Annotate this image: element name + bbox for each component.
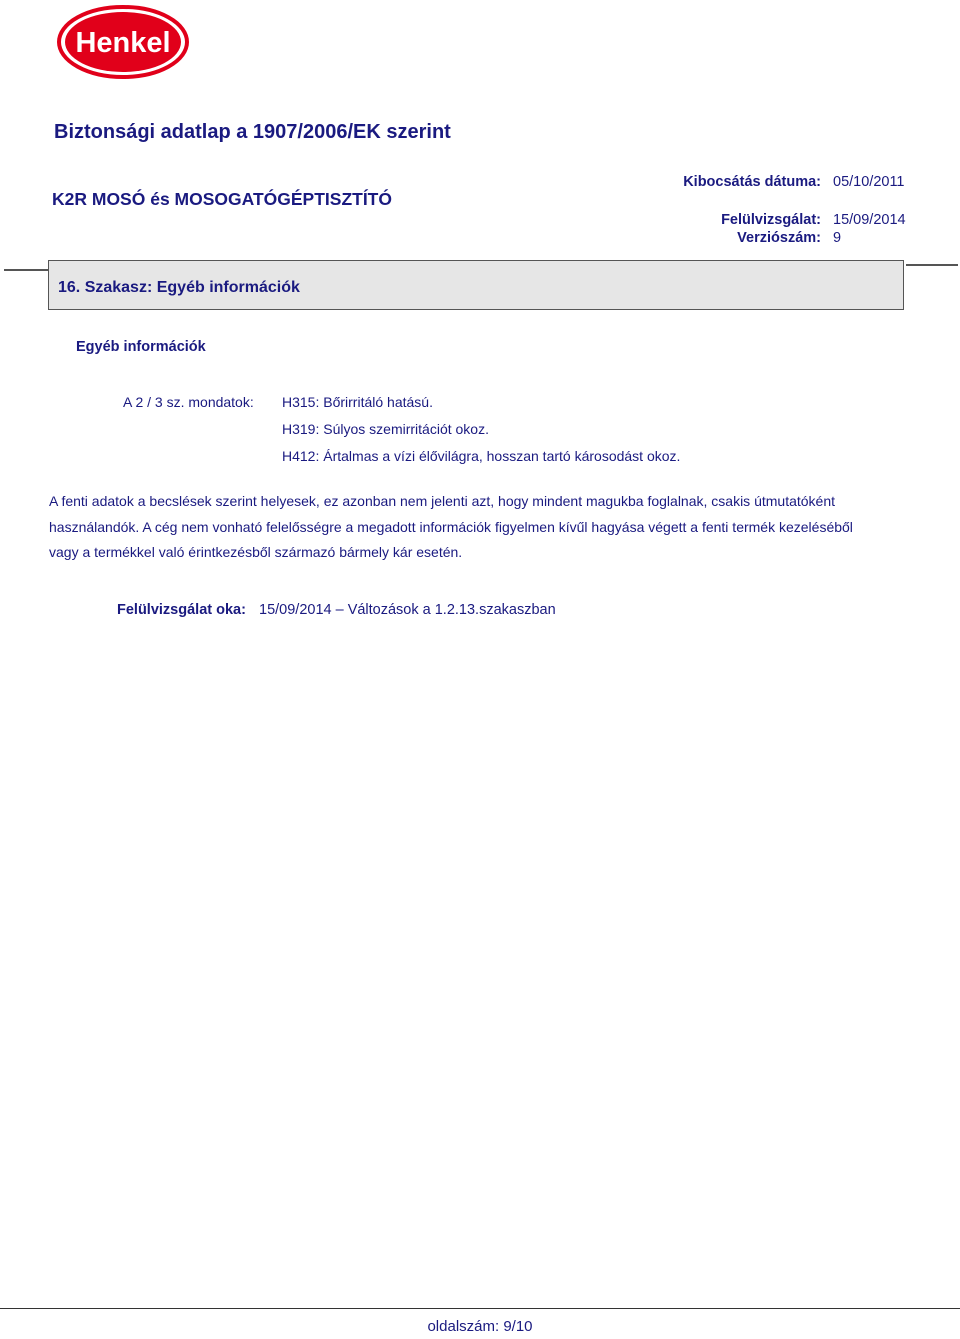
revision-label: Felülvizsgálat:: [721, 212, 821, 228]
version-value: 9: [833, 230, 842, 246]
footer-rule: [0, 1308, 960, 1309]
h-phrase-item: H319: Súlyos szemirritációt okoz.: [282, 421, 489, 437]
h-phrase-item: H315: Bőrirritáló hatású.: [282, 394, 433, 410]
h-phrases-label: A 2 / 3 sz. mondatok:: [123, 394, 254, 410]
section-title: 16. Szakasz: Egyéb információk: [58, 279, 300, 296]
version-label: Verziószám:: [737, 230, 821, 246]
document-title: Biztonsági adatlap a 1907/2006/EK szerint: [54, 121, 451, 143]
product-name: K2R MOSÓ és MOSOGATÓGÉPTISZTÍTÓ: [52, 189, 392, 209]
issue-date-value: 05/10/2011: [833, 174, 905, 190]
henkel-logo: [56, 4, 190, 80]
page-number: oldalszám: 9/10: [427, 1318, 533, 1335]
svg-text:Henkel: Henkel: [75, 27, 171, 59]
revision-reason-value: 15/09/2014 – Változások a 1.2.13.szakaszban: [259, 602, 556, 618]
issue-date-label: Kibocsátás dátuma:: [683, 174, 821, 190]
revision-value: 15/09/2014: [833, 212, 906, 228]
revision-reason-label: Felülvizsgálat oka:: [117, 602, 246, 618]
header-rule-left: [4, 269, 48, 271]
header-rule-right: [906, 264, 958, 266]
h-phrase-item: H412: Ártalmas a vízi élővilágra, hosszan tartó károsodást okoz.: [282, 448, 681, 464]
section-subtitle: Egyéb információk: [76, 339, 206, 355]
disclaimer-paragraph: A fenti adatok a becslések szerint helyesek, ez azonban nem jelenti azt, hogy mindent magukba foglalnak, csakis útmutatóként használandók. A cég nem vonható felelősségre a megadott információk figyelmen kívűl hagyása végett a fenti termék kezeléséből vagy a termékkel való érintkezésből származó bármely kár esetén.: [49, 493, 853, 560]
